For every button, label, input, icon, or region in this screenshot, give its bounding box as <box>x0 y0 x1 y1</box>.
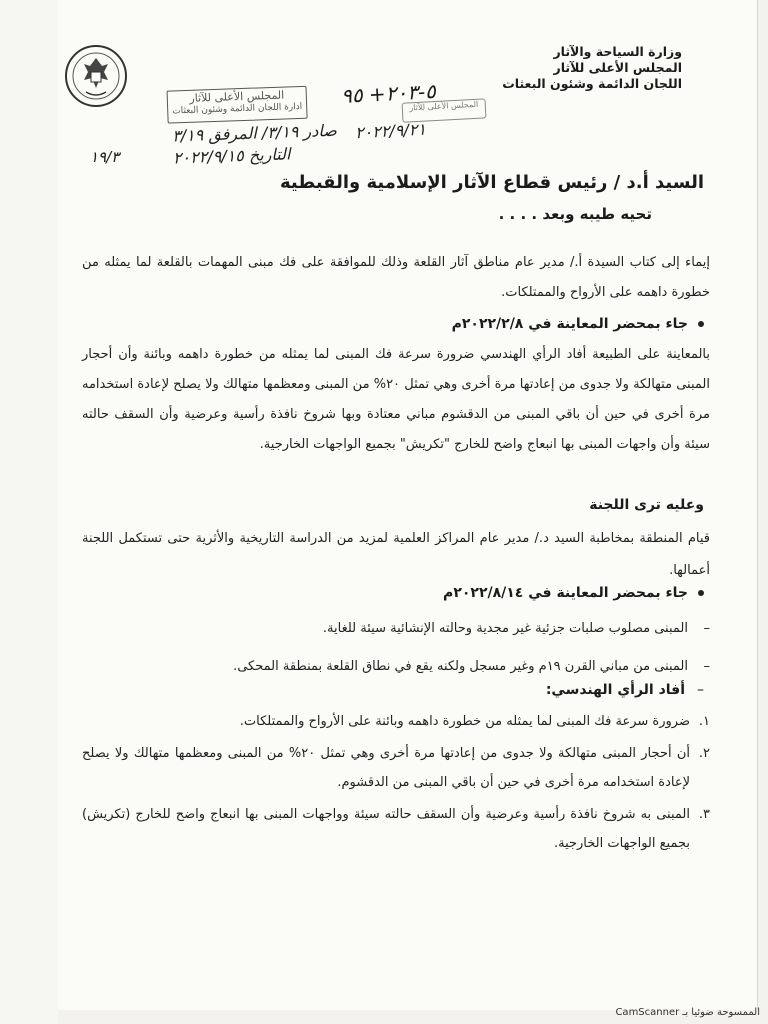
dash-icon: – <box>697 682 704 698</box>
camscanner-watermark: الممسوحة ضوئيا بـ CamScanner <box>615 1007 760 1018</box>
stamp-line-1: المجلس الأعلى للآثار <box>189 88 285 105</box>
list-item <box>82 652 710 682</box>
engineering-heading <box>546 682 704 698</box>
list-item <box>82 614 710 644</box>
page-reference: ١٩/٣ <box>90 148 120 166</box>
item-text: المبنى به شروخ نافذة رأسية وعرضية وأن السقف حالته سيئة وواجهات المبنى بها انبعاج واضح للخارج (تكريش) بجميع الواجهات الخارجية. <box>82 807 690 851</box>
list-item-text: المبنى من مباني القرن ١٩م وغير مسجل ولكنه يقع في نطاق القلعة بمنطقة المحكى. <box>233 659 688 674</box>
stamp-line-2: ادارة اللجان الدائمة وشئون البعثات <box>172 101 303 117</box>
intro-paragraph <box>82 248 710 308</box>
dash-icon: – <box>703 659 710 674</box>
item-text: أن أحجار المبنى متهالكة ولا جدوى من إعادتها مرة أخرى وهي تمثل ٢٠% من المبنى ومعظمها متهالك ولا يصلح لإعادة استخدامه مرة أخرى في حين أن باقي المبنى من الدقشوم. <box>82 746 690 790</box>
incoming-stamp <box>340 76 493 146</box>
list-item <box>82 707 710 736</box>
item-text: ضرورة سرعة فك المبنى لما يمثله من خطورة داهمه وبائنة على الأرواح والممتلكات. <box>239 714 690 729</box>
engineering-title: أفاد الرأي الهندسي: <box>545 682 685 698</box>
dash-icon: – <box>703 621 710 636</box>
inspection-1-paragraph <box>82 340 710 460</box>
outgoing-stamp <box>167 85 338 176</box>
greeting: تحيه طيبه وبعد . . . . <box>498 205 652 223</box>
list-item <box>82 739 710 797</box>
inspection-1-text: بالمعاينة على الطبيعة أفاد الرأي الهندسي ضرورة سرعة فك المبنى لما يمثله من خطورة داهمه وبائنة وأن أحجار المبنى متهالكة ولا جدوى من إعادتها مرة أخرى وهي تمثل ٢٠% من المبنى ومعظمها متهالك ولا يصلح لإعادة استخدامه مرة أخرى في حين أن باقي المبنى من الدقشوم مباني معتادة وبها شروخ نافذة رأسية وعرضية وأن السقف حالته سيئة وأن واجهات المبنى بها انبعاج واضح للخارج "تكريش" بجميع الواجهات الخارجية. <box>82 347 710 452</box>
handwritten-number: ٥-٢٠٣+ ٩٥ <box>340 79 437 108</box>
list-item <box>82 800 710 858</box>
inspection-2-heading <box>443 585 704 601</box>
committee-heading: وعليه ترى اللجنة <box>589 497 704 513</box>
item-number: ٣. <box>698 807 710 822</box>
numbered-list <box>82 707 710 858</box>
bullet-icon <box>698 321 704 327</box>
inspection-1-title: جاء بمحضر المعاينة في ٢٠٢٢/٢/٨م <box>451 316 688 332</box>
stamp-date: التاريخ ٢٠٢٢/٩/١٥ <box>172 144 291 168</box>
stamp-outgoing-number: صادر ٣/١٩/ المرفق ٣/١٩ <box>171 120 338 146</box>
addressee: السيد أ.د / رئيس قطاع الآثار الإسلامية والقبطية <box>280 172 704 193</box>
handwritten-date: ٢٠٢٢/٩/٢١ <box>354 119 427 143</box>
stamp-box <box>167 86 308 124</box>
item-number: ٢. <box>698 746 710 761</box>
ministry-line-3: اللجان الدائمة وشئون البعثات <box>502 76 682 91</box>
scan-margin <box>0 0 58 1024</box>
list-item-text: المبنى مصلوب صلبات جزئية غير مجدية وحالته الإنشائية سيئة للغاية. <box>322 621 688 636</box>
committee-text: قيام المنطقة بمخاطبة السيد د./ مدير عام المراكز العلمية لمزيد من الدراسة التاريخية والأثرية حتى تستكمل اللجنة أعمالها. <box>82 531 710 578</box>
bullet-icon <box>698 590 704 596</box>
committee-paragraph <box>82 523 710 587</box>
ministry-line-2: المجلس الأعلى للآثار <box>553 60 682 75</box>
inspection-1-heading <box>452 316 704 332</box>
intro-text: إيماء إلى كتاب السيدة أ./ مدير عام مناطق آثار القلعة وذلك للموافقة على فك مبنى المهمات بالقلعة لما يمثله من خطورة داهمه على الأرواح والممتلكات. <box>82 255 710 300</box>
item-number: ١. <box>698 714 710 729</box>
inspection-2-title: جاء بمحضر المعاينة في ٢٠٢٢/٨/١٤م <box>443 585 688 601</box>
small-stamp: المجلس الأعلى للآثار <box>402 98 487 122</box>
ministry-emblem-icon <box>64 44 128 108</box>
dash-list <box>82 614 710 682</box>
ministry-line-1: وزارة السياحة والآثار <box>553 44 682 59</box>
ministry-header <box>502 44 682 92</box>
